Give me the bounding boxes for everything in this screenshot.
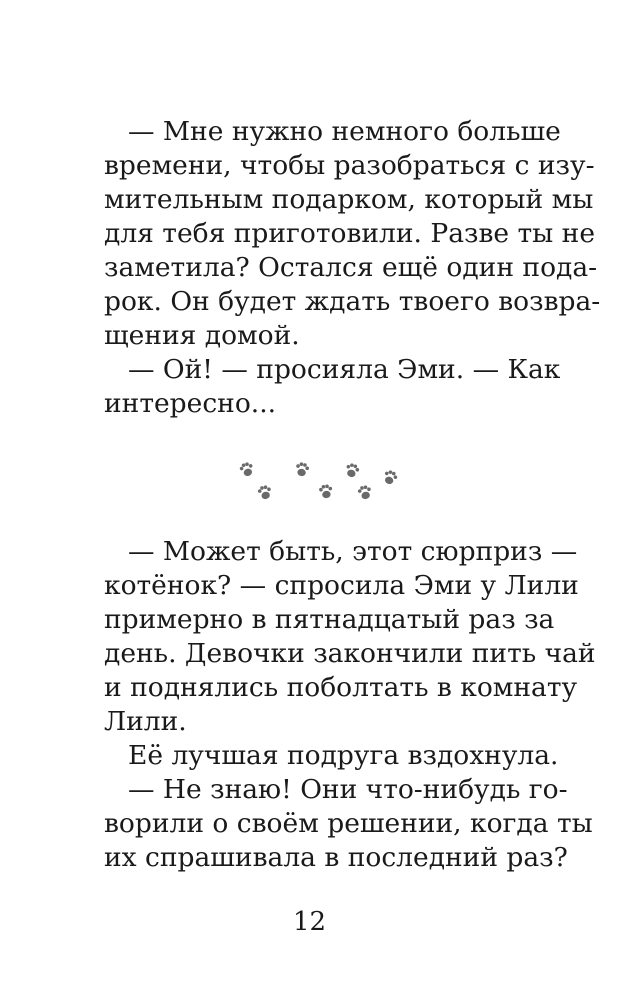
text-line: Лили. <box>104 706 187 737</box>
text-line: — Может быть, этот сюрприз — <box>128 536 578 567</box>
text-line: рок. Он будет ждать твоего возвра- <box>104 286 601 317</box>
text-line: их спрашивала в последний раз? <box>104 842 568 873</box>
text-line: ворили о своём решении, когда ты <box>104 808 593 839</box>
text-line: мительным подарком, который мы <box>104 184 594 215</box>
text-line: заметила? Остался ещё один пода- <box>104 252 598 283</box>
text-line: Её лучшая подруга вздохнула. <box>128 740 559 771</box>
text-line: котёнок? — спросила Эми у Лили <box>104 570 579 601</box>
text-line: — Ой! — просияла Эми. — Как <box>128 354 561 385</box>
text-line: щения домой. <box>104 320 300 351</box>
page-number: 12 <box>292 907 327 937</box>
text-line: примерно в пятнадцатый раз за <box>104 604 555 635</box>
paw-prints-icon <box>232 457 407 509</box>
text-line: — Не знаю! Они что-нибудь го- <box>128 774 568 805</box>
text-line: для тебя приготовили. Разве ты не <box>104 218 596 249</box>
text-line: интересно... <box>104 388 277 419</box>
text-line: и поднялись поболтать в комнату <box>104 672 578 703</box>
text-line: — Мне нужно немного больше <box>128 116 561 147</box>
text-line: день. Девочки закончили пить чай <box>104 638 596 669</box>
text-line: времени, чтобы разобраться с изу- <box>104 150 595 181</box>
